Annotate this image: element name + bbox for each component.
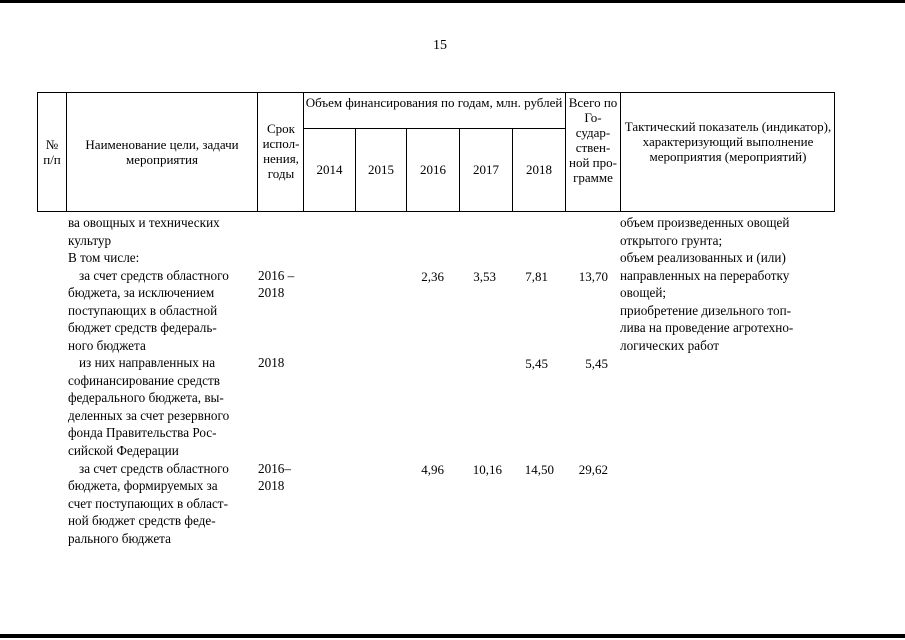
indicator-line: овощей; <box>620 285 667 300</box>
row-name-line: софинансирование средств <box>68 373 220 388</box>
row-name-line: из них направленных на <box>79 355 216 370</box>
row-total: 13,70 <box>578 269 608 284</box>
bottom-rule <box>0 634 905 638</box>
row-value-2017: 10,16 <box>472 462 502 477</box>
row-name-line: рального бюджета <box>68 531 171 546</box>
row-name-line: поступающих в областной <box>68 303 218 318</box>
header-col-number: № п/п <box>43 137 61 167</box>
row-name-line: ва овощных и технических <box>68 215 220 230</box>
header-col-total: Всего по Го-судар-ствен-ной про-грамме <box>568 95 618 185</box>
row-name-line: фонда Правительства Рос- <box>68 425 217 440</box>
indicator-line: логических работ <box>620 338 720 353</box>
row-value-2016: 4,96 <box>421 462 444 477</box>
row-name-line: за счет средств областного <box>79 268 229 283</box>
header-year-2014: 2014 <box>316 162 343 177</box>
header-col-name: Наименование цели, задачи мероприятия <box>85 137 239 167</box>
row-name-line: ной бюджет средств феде- <box>68 513 216 528</box>
row-term-line: 2018 <box>258 478 285 493</box>
row-term-line: 2018 <box>258 355 285 370</box>
row-name-line: В том числе: <box>68 250 140 265</box>
indicator-line: направленных на переработку <box>620 268 790 283</box>
header-year-2016: 2016 <box>420 162 446 177</box>
row-value-2018: 14,50 <box>524 462 554 477</box>
header-col-indicator: Тактический показатель (индикатор), характеризующий выполнение мероприятия (мероприятий) <box>624 119 832 164</box>
row-term-line: 2018 <box>258 285 285 300</box>
table-header <box>37 92 835 212</box>
indicator-line: объем реализованных и (или) <box>620 250 786 265</box>
row-name-line: бюджет средств федераль- <box>68 320 217 335</box>
row-value-2016: 2,36 <box>421 269 444 284</box>
row-name-line: бюджета, за исключением <box>68 285 215 300</box>
row-name-line: за счет средств областного <box>79 461 229 476</box>
page-number: 15 <box>433 38 447 53</box>
indicator-line: лива на проведение агротехно- <box>620 320 794 335</box>
row-total: 29,62 <box>578 462 608 477</box>
row-value-2017: 3,53 <box>473 269 496 284</box>
header-col-funding: Объем финансирования по годам, млн. рублей <box>305 95 563 110</box>
row-value-2018: 7,81 <box>525 269 548 284</box>
indicator-line: объем произведенных овощей <box>620 215 790 230</box>
indicator-line: приобретение дизельного топ- <box>620 303 792 318</box>
row-term-line: 2016– <box>258 461 291 476</box>
row-term-line: 2016 – <box>258 268 295 283</box>
row-name-line: федерального бюджета, вы- <box>68 390 224 405</box>
row-value-2018: 5,45 <box>525 356 548 371</box>
row-name-line: сийской Федерации <box>68 443 179 458</box>
header-year-2017: 2017 <box>473 162 499 177</box>
top-rule <box>0 0 905 3</box>
row-name-line: культур <box>68 233 112 248</box>
indicator-line: открытого грунта; <box>620 233 723 248</box>
header-year-2018: 2018 <box>526 162 552 177</box>
row-name-line: счет поступающих в област- <box>68 496 228 511</box>
row-name-line: деленных за счет резервного <box>68 408 230 423</box>
row-name-line: ного бюджета <box>68 338 146 353</box>
row-total: 5,45 <box>585 356 608 371</box>
row-name-line: бюджета, формируемых за <box>68 478 218 493</box>
header-year-2015: 2015 <box>368 162 394 177</box>
header-col-term: Срок испол-нения, годы <box>262 121 300 181</box>
